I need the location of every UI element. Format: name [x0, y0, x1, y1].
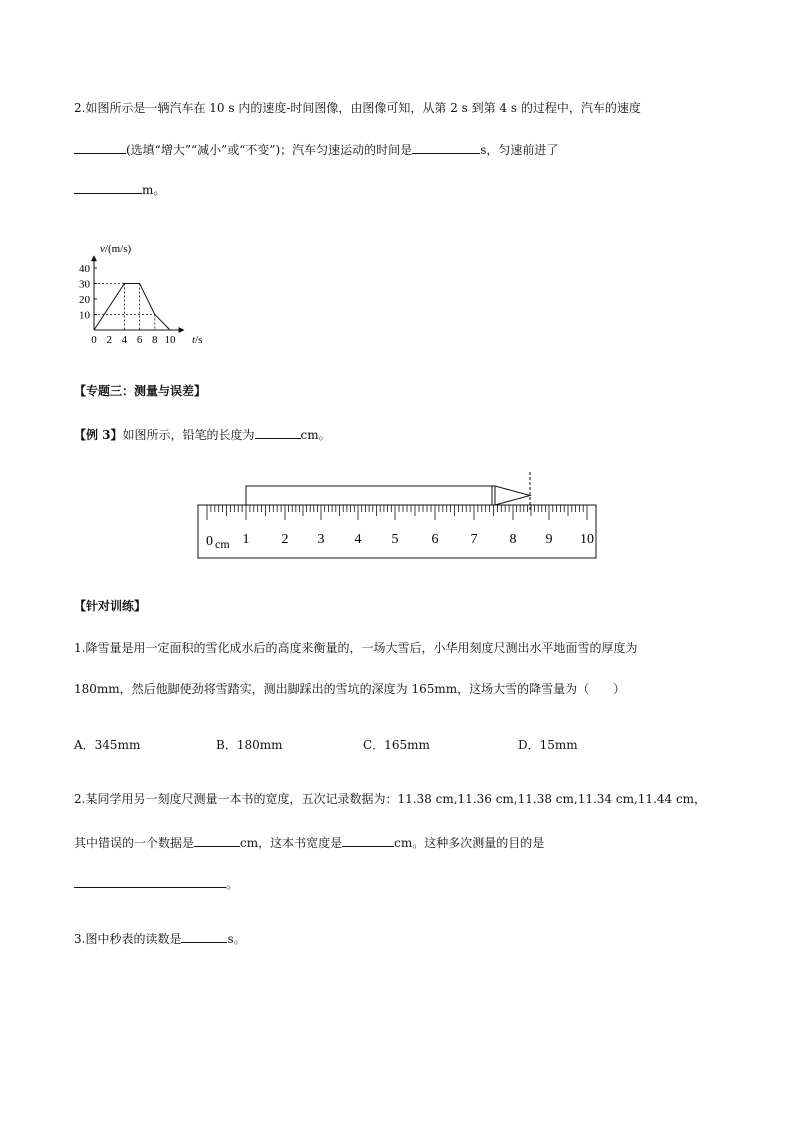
snow-question-line-2: 180mm，然后他脚使劲将雪踏实，测出脚踩出的雪坑的深度为 165mm，这场大雪的降雪量为（ ）: [74, 682, 626, 696]
ruler-cm-label: cm: [215, 537, 230, 551]
book-question-text-a: 其中错误的一个数据是: [74, 836, 195, 850]
option-d[interactable]: D．15mm: [518, 738, 578, 752]
stopwatch-question-line: [74, 930, 246, 947]
book-question-text-d: 。: [226, 877, 239, 891]
t-axis-label: t/s: [192, 334, 203, 346]
answer-blank-wrong-data[interactable]: [194, 834, 240, 847]
option-b[interactable]: B．180mm: [216, 738, 283, 752]
y-tick-label: 30: [79, 278, 90, 291]
stopwatch-question-text: 3.图中秒表的读数是: [74, 932, 182, 946]
answer-blank-stopwatch[interactable]: [181, 930, 227, 943]
v-axis-label: v/(m/s): [100, 243, 132, 255]
ruler-label: 9: [545, 532, 553, 547]
snow-question-line-1: 1.降雪量是用一定面积的雪化成水后的高度来衡量的，一场大雪后，小华用刻度尺测出水平地面雪的厚度为: [74, 641, 638, 655]
stopwatch-question-unit: s。: [227, 932, 246, 946]
example-3-text: 如图所示，铅笔的长度为: [122, 428, 255, 442]
question-2-text-b: s，匀速前进了: [480, 143, 559, 157]
answer-blank-pencil-length[interactable]: [255, 426, 301, 439]
x-tick-label: 10: [164, 334, 176, 346]
book-question-line-2: [74, 834, 544, 851]
velocity-time-chart: [70, 236, 220, 351]
book-question-text-b: cm，这本书宽度是: [240, 836, 343, 850]
example-3-line: [74, 426, 331, 443]
pencil-tip: [495, 486, 530, 505]
ruler-zero-label: 0: [206, 534, 213, 549]
example-3-prefix: 【例 3】: [74, 428, 123, 442]
ruler-with-pencil: [190, 468, 610, 563]
ruler-label: 5: [391, 532, 399, 547]
topic-3-title: 【专题三：测量与误差】: [74, 384, 207, 398]
answer-blank-speed-change[interactable]: [74, 141, 126, 154]
x-tick-label: 6: [136, 334, 143, 346]
answer-blank-distance[interactable]: [74, 181, 142, 194]
question-2-line-3: [74, 181, 165, 198]
y-tick-label: 20: [79, 294, 90, 306]
x-tick-label: 2: [106, 334, 112, 346]
ruler-label: 4: [354, 532, 362, 547]
velocity-line: [94, 284, 170, 331]
option-a[interactable]: A．345mm: [74, 738, 141, 752]
ruler-label: 7: [470, 532, 478, 547]
ruler-label: 6: [431, 532, 439, 547]
book-question-text-c: cm。这种多次测量的目的是: [394, 836, 545, 850]
x-tick-label: 4: [121, 334, 128, 346]
answer-blank-purpose[interactable]: [74, 875, 226, 888]
ruler-label: 8: [509, 532, 517, 547]
book-question-line-3: [74, 875, 238, 892]
training-title: 【针对训练】: [74, 599, 147, 613]
x-tick-label: 0: [91, 334, 97, 346]
ruler-label: 1: [242, 532, 250, 547]
pencil-body: [246, 486, 495, 505]
answer-blank-book-width[interactable]: [342, 834, 394, 847]
ruler-label: 2: [281, 532, 289, 547]
question-2-line-1: 2.如图所示是一辆汽车在 10 s 内的速度-时间图像，由图像可知，从第 2 s 到第 4 s 的过程中，汽车的速度: [74, 101, 641, 115]
book-question-line-1: 2.某同学用另一刻度尺测量一本书的宽度，五次记录数据为：11.38 cm,11.36 cm,11.38 cm,11.34 cm,11.44 cm，: [74, 792, 707, 806]
answer-blank-uniform-time[interactable]: [412, 141, 480, 154]
ruler-label: 10: [580, 532, 594, 547]
example-3-unit: cm。: [300, 428, 331, 442]
x-tick-label: 8: [152, 334, 158, 346]
y-tick-label: 10: [79, 309, 90, 322]
option-c[interactable]: C．165mm: [363, 738, 430, 752]
question-2-text-a: (选填“增大”“减小”或“不变”)；汽车匀速运动的时间是: [126, 143, 413, 157]
ruler-label: 3: [317, 532, 325, 547]
question-2-text-c: m。: [142, 183, 166, 197]
question-2-line-2: [74, 141, 558, 158]
y-tick-label: 40: [79, 263, 90, 275]
